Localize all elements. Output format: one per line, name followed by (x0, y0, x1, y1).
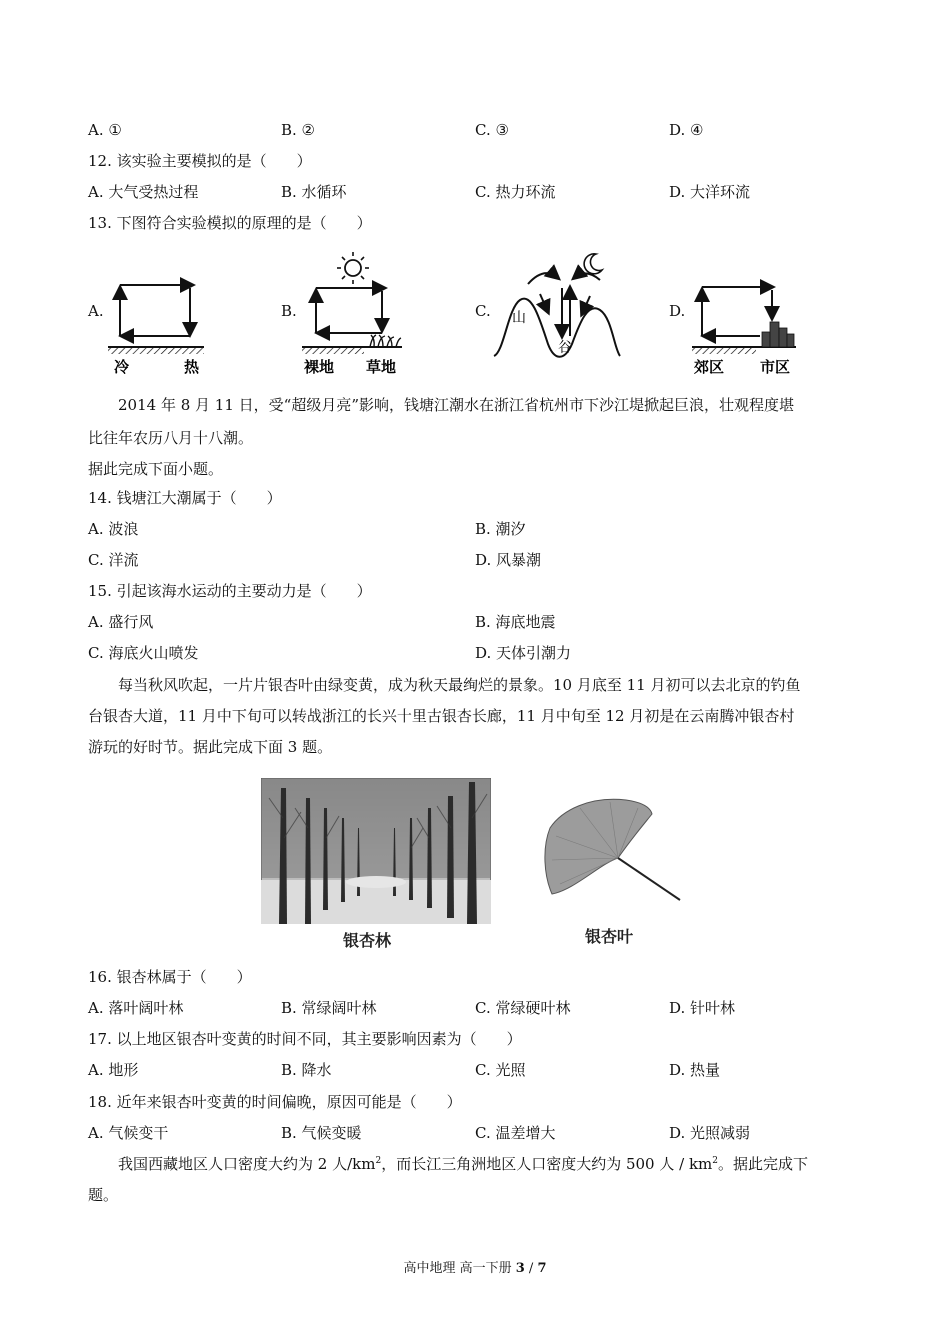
diagram-d-letter: D. (669, 302, 686, 320)
ginkgo-forest-photo (261, 778, 491, 924)
ginkgo-forest-caption: 银杏林 (343, 931, 392, 950)
q17-option-a: A. 地形 (88, 1061, 139, 1079)
diagram-a-letter: A. (88, 302, 104, 320)
q11-option-a: A. ① (88, 121, 122, 139)
q18-option-d: D. 光照减弱 (669, 1124, 751, 1142)
passage-3-line-1: 我国西藏地区人口密度大约为 2 人$/km^2$，而长江三角洲地区人口密度大约为 500 人 / $km^2$。据此完成下 (118, 1155, 809, 1173)
q16-stem: 16. 银杏林属于（ ） (88, 968, 252, 986)
passage-1 (88, 390, 868, 421)
diagram-b-label-bare: 裸地 (304, 358, 335, 376)
ginkgo-leaf-image (540, 794, 690, 906)
q18-stem: 18. 近年来银杏叶变黄的时间偏晚，原因可能是（ ） (88, 1093, 462, 1111)
q14-option-a: A. 波浪 (88, 520, 139, 538)
q17-option-b: B. 降水 (281, 1061, 332, 1079)
q14-option-d: D. 风暴潮 (475, 551, 542, 569)
q11-option-c: C. ③ (475, 121, 509, 139)
q14-option-b: B. 潮汐 (475, 520, 526, 538)
grass-icon (370, 335, 401, 347)
moon-icon (584, 254, 602, 274)
q14-option-c: C. 洋流 (88, 551, 139, 569)
diagram-a-label-cold: 冷 (114, 358, 130, 376)
q12-option-a: A. 大气受热过程 (88, 183, 199, 201)
page-footer: 高中地理 高一下册 3 / 7 (403, 1261, 547, 1276)
q15-option-c: C. 海底火山喷发 (88, 644, 199, 662)
q12-stem: 12. 该实验主要模拟的是（ ） (88, 152, 312, 170)
diagram-a-cold-hot (104, 248, 254, 380)
q15-option-d: D. 天体引潮力 (475, 644, 572, 662)
q18-option-a: A. 气候变干 (88, 1124, 169, 1142)
diagram-d-label-city: 市区 (760, 358, 791, 376)
ginkgo-leaf-caption: 银杏叶 (585, 927, 634, 946)
diagram-d-suburb-city (688, 248, 838, 380)
passage-2-line-1: 每当秋风吹起，一片片银杏叶由绿变黄，成为秋天最绚烂的景象。10 月底至 11 月初可以去北京的钓鱼 (118, 676, 801, 694)
diagram-a-label-hot: 热 (184, 358, 200, 376)
q17-stem: 17. 以上地区银杏叶变黄的时间不同，其主要影响因素为（ ） (88, 1030, 522, 1048)
diagram-b-label-grass: 草地 (366, 358, 397, 376)
diagram-c-letter: C. (475, 302, 491, 320)
diagram-c-label-valley: 谷 (558, 340, 572, 356)
diagram-c-label-mountain: 山 (512, 310, 526, 326)
diagram-b-letter: B. (281, 302, 297, 320)
q16-option-c: C. 常绿硬叶林 (475, 999, 571, 1017)
q17-option-c: C. 光照 (475, 1061, 526, 1079)
city-buildings-icon (762, 322, 794, 347)
q12-option-d: D. 大洋环流 (669, 183, 751, 201)
sun-icon (337, 252, 369, 284)
q12-option-c: C. 热力环流 (475, 183, 556, 201)
q14-stem: 14. 钱塘江大潮属于（ ） (88, 489, 282, 507)
passage-2-line-3: 游玩的好时节。据此完成下面 3 题。 (88, 738, 333, 756)
q16-option-a: A. 落叶阔叶林 (88, 999, 184, 1017)
diagram-b-bare-grass (298, 248, 448, 380)
q18-option-b: B. 气候变暖 (281, 1124, 362, 1142)
passage-1-line-2: 比往年农历八月十八潮。 (88, 429, 254, 447)
passage-1-line-3: 据此完成下面小题。 (88, 460, 224, 478)
q18-option-c: C. 温差增大 (475, 1124, 556, 1142)
q16-option-d: D. 针叶林 (669, 999, 736, 1017)
q16-option-b: B. 常绿阔叶林 (281, 999, 377, 1017)
diagram-d-label-suburb: 郊区 (694, 358, 725, 376)
q11-option-d: D. ④ (669, 121, 704, 139)
q11-option-b: B. ② (281, 121, 316, 139)
q12-option-b: B. 水循环 (281, 183, 347, 201)
passage-1-line-1: 2014 年 8 月 11 日，受“超级月亮”影响，钱塘江潮水在浙江省杭州市下沙江堤掀起巨浪，壮观程度堪 (118, 396, 794, 414)
q15-option-b: B. 海底地震 (475, 613, 556, 631)
q15-option-a: A. 盛行风 (88, 613, 154, 631)
passage-3-line-2: 题。 (88, 1186, 119, 1204)
passage-2-line-2: 台银杏大道，11 月中下旬可以转战浙江的长兴十里古银杏长廊，11 月中旬至 12 月初是在云南腾冲银杏村 (88, 707, 795, 725)
diagram-c-mountain-valley (488, 248, 638, 380)
q13-stem: 13. 下图符合实验模拟的原理的是（ ） (88, 214, 372, 232)
q17-option-d: D. 热量 (669, 1061, 721, 1079)
q15-stem: 15. 引起该海水运动的主要动力是（ ） (88, 582, 372, 600)
